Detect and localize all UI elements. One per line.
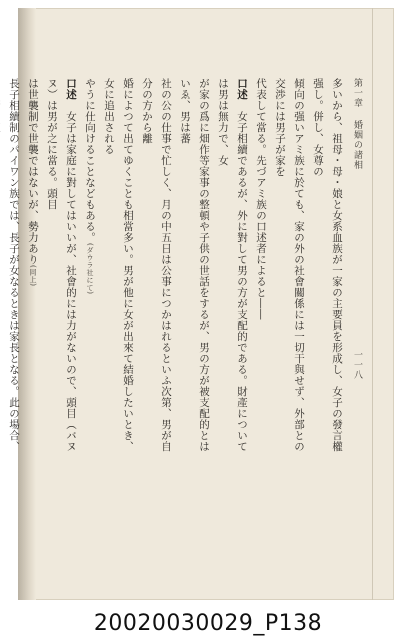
text-column: が家の爲に畑作等家事の整頓や子供の世話をするが、男の方が被支配的とはいゑ、男は蕃 [179,78,210,452]
kojutsu-marker: 口述 [236,78,248,100]
text-column: 社の公の仕事で忙しく、月の中五日は公事につかはれるといふ次第、男が自分の方から離 [141,78,172,452]
page-number: 一一八 [352,350,362,380]
section-title: 婚姻の諸相 [352,119,362,170]
source-annotation: (同上) [29,265,37,287]
body-text [0,78,346,458]
text-column: 婚によつて出てゆくことも相當多い。男が他に女が出來て結婚したいとき、女に追出される [103,78,134,452]
text-column: 傾向の强いアミ族に於ても、家の外の社會關係には一切干與せず、外部との交渉には男子が家を [274,78,305,452]
source-annotation: (ダウラ社にて) [86,243,94,295]
page-edge [372,8,373,600]
chapter-label: 第一章 [352,78,362,108]
text-column: は世襲制で世襲ではないが、勢力あり(同上) [27,78,39,287]
image-id-caption: 20020030029_P138 [93,610,323,636]
text-column: 口述 女子は家庭に對してはいいが、社會的には力がないので、頭目（バヌヌ）は男が之に當る。頭目 [46,78,77,452]
text-column: やうに仕向けることなどもある。(ダウラ社にて) [84,78,96,295]
text-column: 多いから、祖母・母・娘と女系血族が一家の主要員を形成し、女子の發言權强し。併し、女尊の [312,78,343,452]
text-column: 長子相續制のパイワン族では、長子が女なるときは家長となる。此の場合、 [8,78,20,452]
running-header [351,78,364,170]
kojutsu-marker: 口述 [65,78,77,100]
text-column: 口述 女子相續であるが、外に對して男の方が支配的である。財產については男は無力で、女 [217,78,248,452]
text-column: 代表して當る。先づアミ族の口述者によると―― [255,78,267,320]
